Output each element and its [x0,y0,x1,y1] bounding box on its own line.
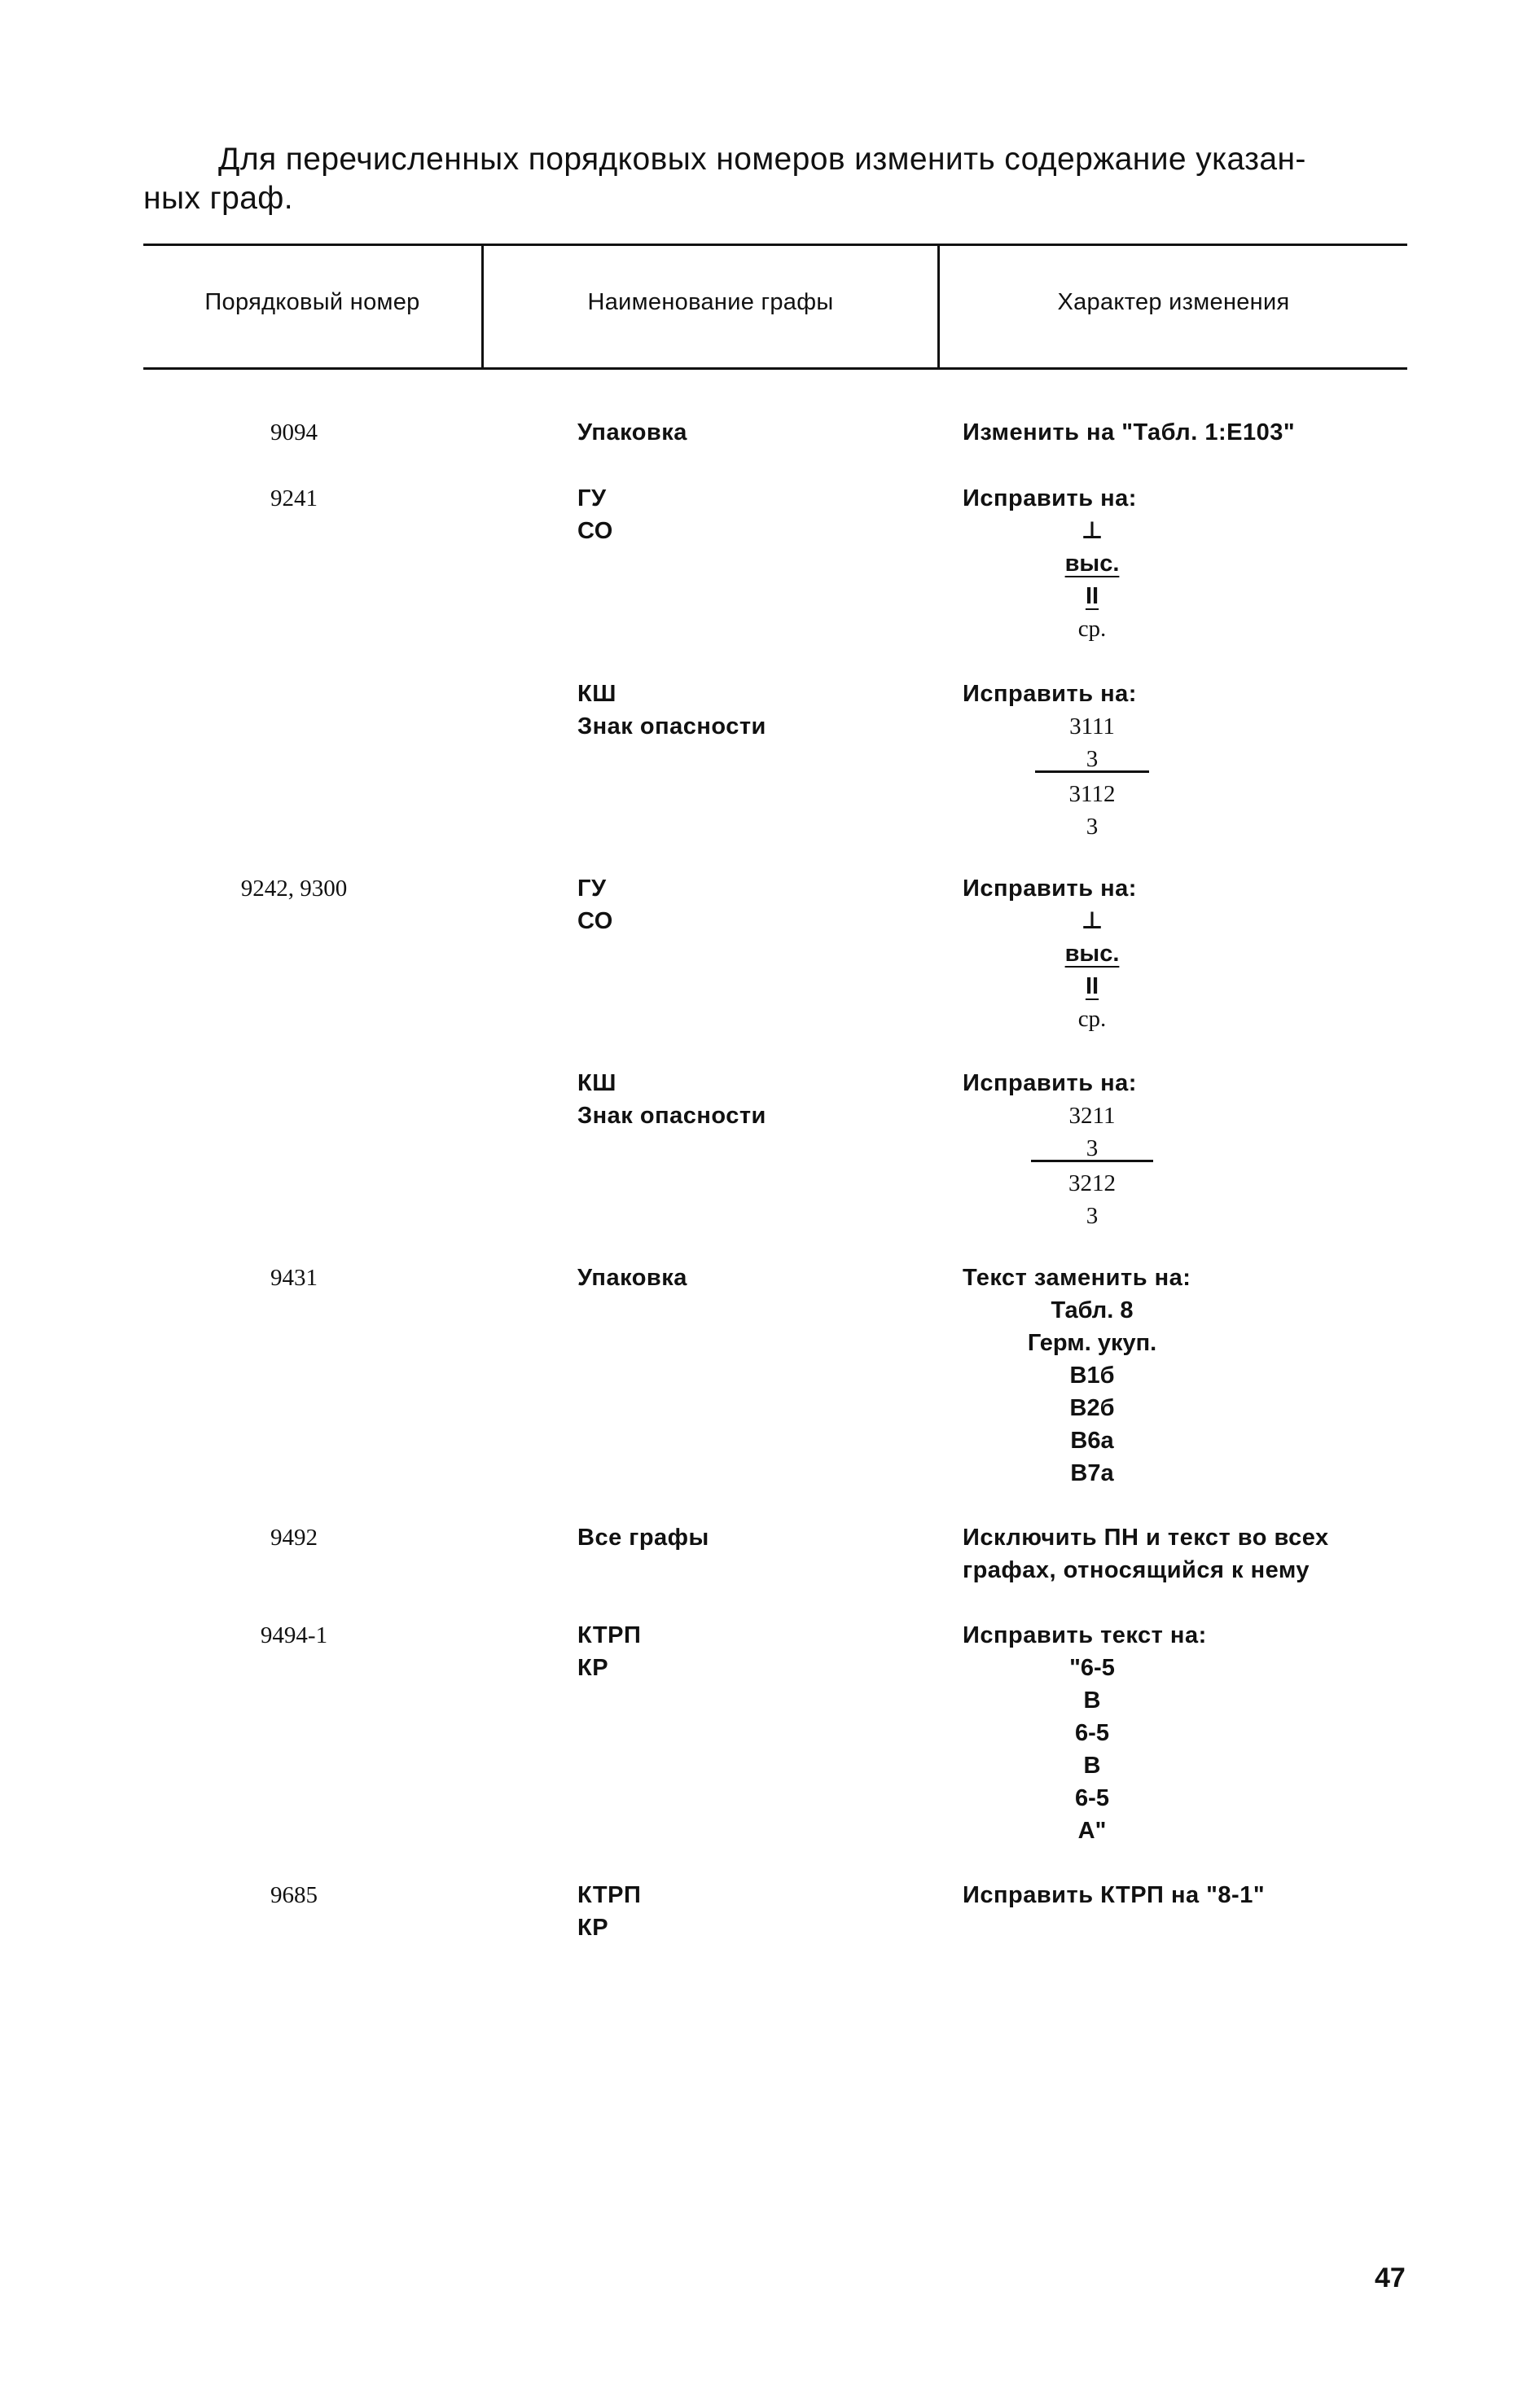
column-name-line: СО [577,518,613,544]
change-value: 6-5 [1075,1785,1109,1811]
formula-label: ср. [1077,1006,1107,1032]
formula-value: 3 [1086,814,1099,840]
column-name-line: КШ [577,1070,616,1096]
formula-value: 3 [1086,1135,1099,1161]
change-line: Исключить ПН и текст во всех [963,1525,1329,1551]
formula-value: 3112 [1068,781,1116,807]
row-column-name [577,872,613,937]
change-value: Табл. 8 [1051,1297,1134,1323]
intro-paragraph [143,140,1407,218]
change-line: графах, относящийся к нему [963,1557,1310,1583]
change-value: В [1083,1687,1101,1714]
change-value: В6а [1070,1428,1114,1454]
formula-symbol: ⊥ [1081,518,1103,544]
change-line: Исправить на: [963,876,1137,902]
change-value: "6-5 [1069,1655,1115,1681]
formula-symbol: ⊥ [1081,908,1103,934]
change-value-list [1039,1652,1145,1847]
column-name-line: КТРП [577,1882,642,1908]
row-number: 9094 [270,419,318,445]
row-change [963,482,1137,515]
change-formula [1039,905,1145,1035]
header-change-type: Характер изменения [1057,289,1290,315]
change-value: Герм. укуп. [1027,1330,1157,1356]
formula-label: ср. [1077,616,1107,642]
formula-symbol: II [1085,973,1099,999]
page-number: 47 [1375,2262,1406,2293]
row-column-name [577,1067,766,1132]
row-number: 9494-1 [260,1622,328,1648]
change-value: В [1083,1753,1101,1779]
column-name-line: Знак опасности [577,713,766,739]
row-change [963,1521,1329,1587]
column-name-line: Знак опасности [577,1103,766,1129]
row-column-name [577,1262,687,1294]
change-line: Изменить на "Табл. 1:Е103" [963,419,1296,445]
formula-value: 3211 [1068,1103,1116,1129]
row-change [963,1262,1191,1294]
intro-line-1: Для перечисленных порядковых номеров изменить содержание указан- [218,142,1306,177]
column-name-line: ГУ [577,485,607,511]
change-line: Исправить на: [963,485,1137,511]
header-column-name: Наименование графы [587,289,834,315]
column-name-line: Упаковка [577,419,687,445]
intro-line-2: ных граф. [143,181,294,216]
column-name-line: КР [577,1915,609,1941]
formula-value: 3111 [1069,713,1115,739]
row-column-name [577,1521,709,1554]
row-change [963,678,1137,710]
formula-value: 3 [1086,746,1099,772]
change-value: В1б [1069,1363,1115,1389]
row-change [963,1879,1265,1911]
row-column-name [577,416,687,449]
change-line: Текст заменить на: [963,1265,1191,1291]
table-header-rule [143,367,1407,370]
change-line: Исправить на: [963,681,1137,707]
change-line: Исправить на: [963,1070,1137,1096]
change-formula [1031,1099,1153,1232]
column-name-line: КР [577,1655,609,1681]
row-column-name [577,1879,641,1944]
change-value: 6-5 [1075,1720,1109,1746]
change-line: Исправить текст на: [963,1622,1207,1648]
row-change [963,1619,1207,1652]
row-change [963,1067,1137,1099]
column-name-line: КШ [577,681,616,707]
row-change [963,416,1295,449]
table-top-rule [143,244,1407,246]
change-value: В7а [1070,1460,1114,1486]
change-line: Исправить КТРП на "8-1" [963,1882,1266,1908]
row-number: 9241 [270,485,318,511]
formula-value: 3212 [1068,1170,1116,1196]
column-name-line: Упаковка [577,1265,687,1291]
change-formula [1031,710,1153,843]
column-name-line: КТРП [577,1622,642,1648]
formula-label: выс. [1064,941,1120,967]
row-column-name [577,678,766,743]
row-number: 9492 [270,1525,318,1551]
row-column-name [577,1619,641,1684]
change-formula [1039,515,1145,645]
change-value-list [1007,1294,1178,1490]
row-column-name [577,482,613,547]
row-number: 9431 [270,1265,318,1291]
row-number: 9685 [270,1882,318,1908]
formula-symbol: II [1085,583,1099,609]
formula-label: выс. [1064,551,1120,577]
change-value: А" [1077,1818,1107,1844]
column-name-line: ГУ [577,876,607,902]
row-change [963,872,1137,905]
row-number: 9242, 9300 [240,876,348,902]
column-name-line: Все графы [577,1525,709,1551]
change-value: В2б [1069,1395,1115,1421]
header-ordinal-number: Порядковый номер [204,289,420,315]
formula-value: 3 [1086,1203,1099,1229]
column-name-line: СО [577,908,613,934]
